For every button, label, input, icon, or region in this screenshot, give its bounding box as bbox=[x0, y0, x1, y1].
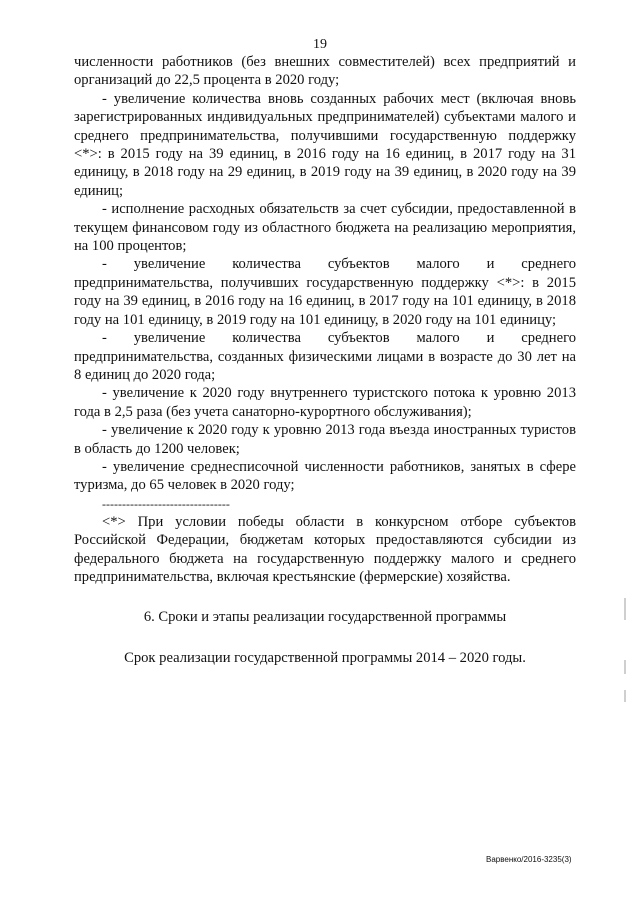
program-period: Срок реализации государственной программы 2014 – 2020 годы. bbox=[124, 649, 526, 666]
paragraph-foreign-tourists: - увеличение к 2020 году к уровню 2013 года въезда иностранных туристов в область до 1200 человек; bbox=[74, 422, 576, 457]
paragraph-subsidy-spending: - исполнение расходных обязательств за счет субсидии, предоставленной в текущем финансовом году из областного бюджета на реализацию мероприятия, на 100 процентов; bbox=[74, 201, 576, 255]
scan-edge-mark bbox=[624, 660, 626, 674]
paragraph-domestic-tourism: - увеличение к 2020 году внутреннего туристского потока к уровню 2013 года в 2,5 раза (без учета санаторно-курортного обслуживания); bbox=[74, 385, 576, 420]
footnote-text: <*> При условии победы области в конкурсном отборе субъектов Российской Федерации, бюджетам которых предоставляются субсидии из федерального бюджета на государственную поддержку малого и среднего предпринимательства, включая крестьянские (фермерские) хозяйства. bbox=[74, 513, 576, 585]
scan-edge-mark bbox=[624, 598, 626, 620]
paragraph-supported-businesses: - увеличение количества субъектов малого и среднего предпринимательства, получивших государственную поддержку <*>: в 2015 году на 39 единиц, в 2016 году на 16 единиц, в 2017 году на 101 единицу, в 2018 году на 101 единицу, в 2019 году на 101 единицу, в 2020 году на 101 единицу; bbox=[74, 256, 576, 328]
paragraph-new-jobs: - увеличение количества вновь созданных рабочих мест (включая вновь зарегистрированных индивидуальных предпринимателей) субъектами малого и среднего предпринимательства, получившими государственную поддержку <*>: в 2015 году на 39 единиц, в 2016 году на 16 единиц, в 2017 году на 31 единицу, в 2018 году на 29 единиц, в 2019 году на 39 единиц, в 2020 году на 39 единиц; bbox=[74, 90, 576, 199]
paragraph-tourism-employment: - увеличение среднесписочной численности работников, занятых в сфере туризма, до 65 человек в 2020 году; bbox=[74, 458, 576, 494]
page-number: 19 bbox=[313, 37, 327, 52]
scan-edge-mark bbox=[624, 690, 626, 702]
paragraph-continuation: численности работников (без внешних совместителей) всех предприятий и организаций до 22,5 процента в 2020 году; bbox=[74, 54, 576, 89]
document-body bbox=[74, 53, 576, 667]
document-stamp: Варвенко/2016-3235(3) bbox=[486, 855, 572, 864]
paragraph-youth-businesses: - увеличение количества субъектов малого и среднего предпринимательства, созданных физическими лицами в возрасте до 30 лет на 8 единиц до 2020 года; bbox=[74, 330, 576, 383]
footnote-divider: -------------------------------- bbox=[102, 496, 230, 511]
section-heading: 6. Сроки и этапы реализации государственной программы bbox=[143, 609, 507, 626]
